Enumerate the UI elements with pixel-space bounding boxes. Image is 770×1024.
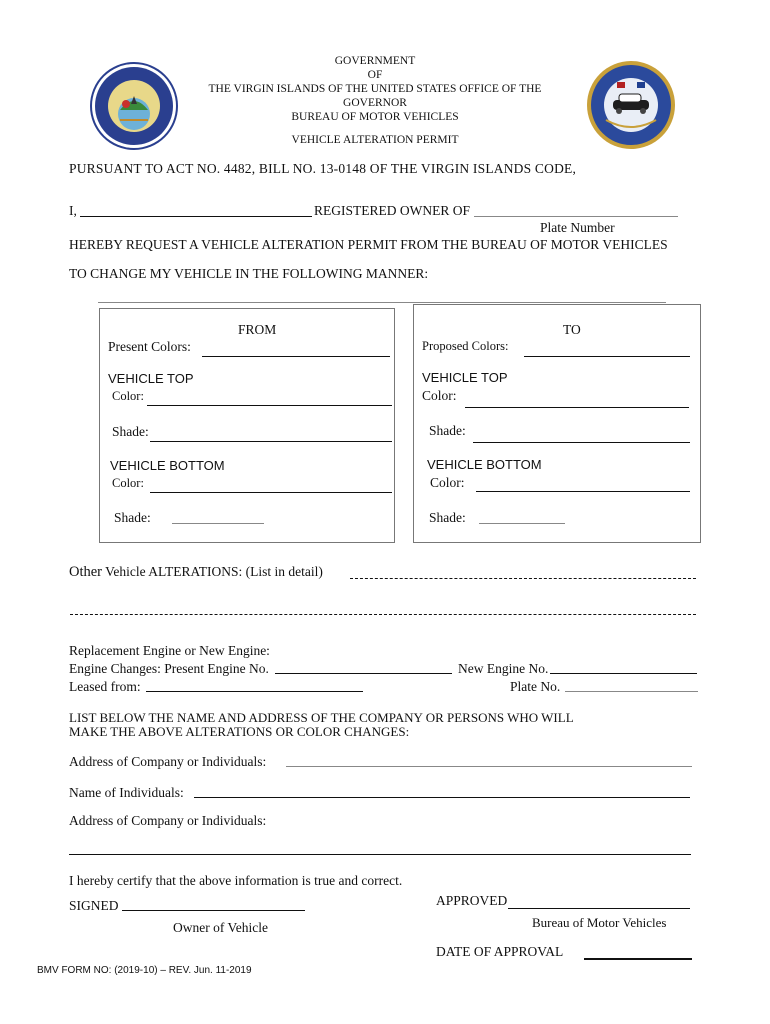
from-top-color-label: Color: — [112, 389, 144, 403]
header-bureau: BUREAU OF MOTOR VEHICLES — [291, 111, 459, 123]
other-word: Other — [69, 564, 103, 580]
present-engine-field[interactable] — [275, 673, 452, 674]
bmv-seal-logo — [586, 60, 676, 150]
list-below-line-2: MAKE THE ABOVE ALTERATIONS OR COLOR CHANGES: — [69, 724, 410, 739]
owner-prefix: I, — [69, 203, 77, 218]
address-field-1[interactable] — [286, 766, 692, 767]
to-bottom-color-field[interactable] — [476, 491, 690, 492]
approved-signature-field[interactable] — [508, 908, 690, 909]
form-number-footer: BMV FORM NO: (2019-10) – REV. Jun. 11-2019 — [37, 965, 252, 976]
header-government: GOVERNMENT — [334, 55, 416, 67]
request-line-1: HEREBY REQUEST A VEHICLE ALTERATION PERMIT FROM THE BUREAU OF MOTOR VEHICLES — [69, 237, 668, 252]
to-bottom-shade-field[interactable] — [479, 523, 565, 524]
signed-field[interactable] — [122, 910, 305, 911]
approved-label: APPROVED — [436, 893, 508, 908]
plate-number-field[interactable] — [474, 216, 678, 217]
owner-of-vehicle-label: Owner of Vehicle — [173, 920, 268, 935]
gov-seal-logo — [90, 62, 178, 150]
to-top-heading: VEHICLE TOP — [422, 370, 508, 385]
plate-number-label: Plate Number — [540, 220, 615, 235]
leased-from-label: Leased from: — [69, 679, 141, 694]
other-alterations-field[interactable] — [350, 578, 696, 579]
owner-name-field[interactable] — [80, 216, 312, 217]
from-top-shade-field[interactable] — [150, 441, 392, 442]
list-below-line-1: LIST BELOW THE NAME AND ADDRESS OF THE COMPANY OR PERSONS WHO WILL — [69, 710, 574, 725]
present-colors-label: Present Colors: — [108, 339, 191, 354]
header-of: OF — [367, 69, 383, 81]
to-top-shade-field[interactable] — [473, 442, 690, 443]
to-top-color-field[interactable] — [465, 407, 689, 408]
certify-statement: I hereby certify that the above information is true and correct. — [69, 873, 403, 888]
registered-owner-label: REGISTERED OWNER OF — [314, 203, 470, 218]
new-engine-label: New Engine No. — [458, 661, 549, 676]
proposed-colors-label: Proposed Colors: — [422, 339, 509, 353]
form-title: VEHICLE ALTERATION PERMIT — [291, 134, 459, 146]
signed-label: SIGNED — [69, 898, 119, 913]
section-divider — [98, 302, 666, 303]
from-heading: FROM — [238, 322, 277, 337]
to-bottom-heading: VEHICLE BOTTOM — [427, 457, 542, 472]
proposed-colors-field[interactable] — [524, 356, 690, 357]
name-individuals-label: Name of Individuals: — [69, 785, 184, 800]
plate-no-label: Plate No. — [510, 679, 561, 694]
from-bottom-shade-label: Shade: — [114, 510, 151, 525]
to-top-shade-label: Shade: — [429, 423, 466, 438]
date-of-approval-field[interactable] — [584, 958, 692, 960]
leased-from-field[interactable] — [146, 691, 363, 692]
from-bottom-shade-field[interactable] — [172, 523, 264, 524]
to-top-color-label: Color: — [422, 388, 457, 403]
other-rest: Vehicle ALTERATIONS: (List in detail) — [105, 564, 323, 579]
from-top-shade-label: Shade: — [112, 424, 149, 439]
request-line-2: TO CHANGE MY VEHICLE IN THE FOLLOWING MANNER: — [69, 266, 429, 281]
pursuant-statement: PURSUANT TO ACT NO. 4482, BILL NO. 13-0148 OF THE VIRGIN ISLANDS CODE, — [69, 161, 577, 176]
other-alterations-field-2[interactable] — [70, 614, 696, 615]
to-bottom-shade-label: Shade: — [429, 510, 466, 525]
from-top-heading: VEHICLE TOP — [108, 371, 194, 386]
to-heading: TO — [563, 322, 581, 337]
from-top-color-field[interactable] — [147, 405, 392, 406]
from-bottom-heading: VEHICLE BOTTOM — [110, 458, 225, 473]
present-colors-field[interactable] — [202, 356, 390, 357]
present-engine-label: Engine Changes: Present Engine No. — [69, 661, 269, 676]
date-of-approval-label: DATE OF APPROVAL — [436, 944, 564, 959]
from-bottom-color-field[interactable] — [150, 492, 392, 493]
to-bottom-color-label: Color: — [430, 475, 465, 490]
header-governor: GOVERNOR — [343, 97, 407, 109]
bureau-label: Bureau of Motor Vehicles — [532, 915, 667, 930]
from-bottom-color-label: Color: — [112, 476, 144, 490]
name-individuals-field[interactable] — [194, 797, 690, 798]
header-virgin-islands: THE VIRGIN ISLANDS OF THE UNITED STATES OFFICE OF THE — [208, 83, 542, 95]
address-label-2: Address of Company or Individuals: — [69, 813, 267, 828]
other-alterations-label — [69, 564, 323, 581]
new-engine-field[interactable] — [550, 673, 697, 674]
address-field-2[interactable] — [69, 854, 691, 855]
engine-heading: Replacement Engine or New Engine: — [69, 643, 270, 658]
address-label-1: Address of Company or Individuals: — [69, 754, 267, 769]
plate-no-field[interactable] — [565, 691, 698, 692]
